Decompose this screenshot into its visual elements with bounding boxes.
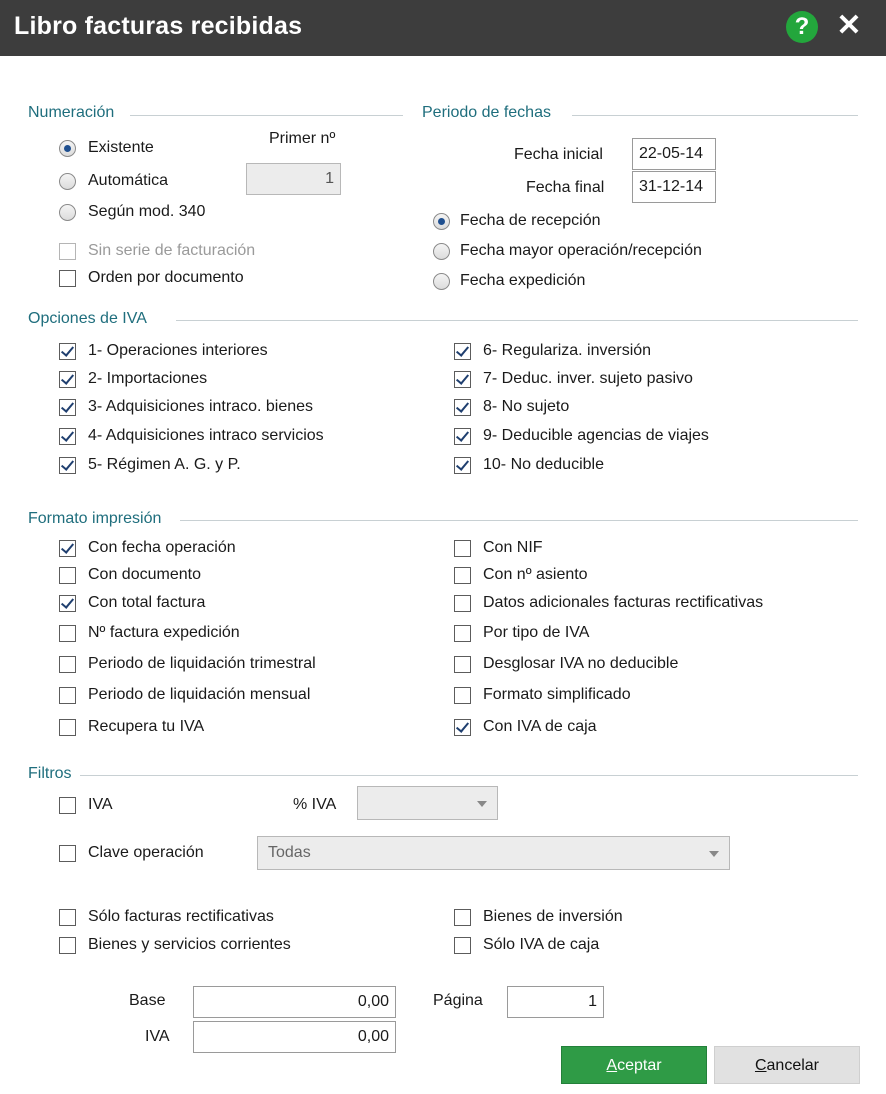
- radio-fecha-mayor[interactable]: [433, 243, 450, 260]
- bienes-inversion-checkbox[interactable]: [454, 909, 471, 926]
- formato-label-fecha-operacion: Con fecha operación: [88, 539, 236, 556]
- clave-operacion-checkbox[interactable]: [59, 845, 76, 862]
- formato-check-datos-adicionales[interactable]: [454, 595, 471, 612]
- formato-label-recupera: Recupera tu IVA: [88, 718, 205, 735]
- window-title: Libro facturas recibidas: [14, 12, 303, 40]
- iva-check-9[interactable]: [454, 428, 471, 445]
- radio-automatica-label: Automática: [88, 172, 169, 189]
- numeracion-heading: Numeración: [28, 104, 115, 121]
- formato-check-iva-caja[interactable]: [454, 719, 471, 736]
- chevron-down-icon: [709, 851, 719, 857]
- bienes-inversion-label: Bienes de inversión: [483, 908, 623, 925]
- iva-check-6[interactable]: [454, 343, 471, 360]
- radio-existente[interactable]: [59, 140, 76, 157]
- formato-label-nif: Con NIF: [483, 539, 543, 556]
- radio-fecha-expedicion-label: Fecha expedición: [460, 272, 586, 289]
- iva-total-label: IVA: [145, 1028, 170, 1045]
- iva-label-7: 7- Deduc. inver. sujeto pasivo: [483, 370, 693, 387]
- iva-heading: Opciones de IVA: [28, 310, 147, 327]
- formato-divider: [180, 520, 858, 521]
- radio-fecha-recepcion[interactable]: [433, 213, 450, 230]
- base-label: Base: [129, 992, 166, 1009]
- cancelar-label: ancelar: [766, 1057, 820, 1074]
- radio-existente-label: Existente: [88, 139, 154, 156]
- formato-check-asiento[interactable]: [454, 567, 471, 584]
- pct-iva-select[interactable]: [357, 786, 498, 820]
- aceptar-label: ceptar: [617, 1057, 662, 1074]
- formato-check-tipo-iva[interactable]: [454, 625, 471, 642]
- filtro-iva-checkbox[interactable]: [59, 797, 76, 814]
- aceptar-button[interactable]: [561, 1046, 707, 1084]
- fecha-final-input[interactable]: 31-12-14: [632, 171, 716, 203]
- primer-numero-input[interactable]: 1: [246, 163, 341, 195]
- formato-check-recupera[interactable]: [59, 719, 76, 736]
- iva-check-5[interactable]: [59, 457, 76, 474]
- formato-check-desglosar[interactable]: [454, 656, 471, 673]
- fecha-inicial-input[interactable]: 22-05-14: [632, 138, 716, 170]
- iva-check-4[interactable]: [59, 428, 76, 445]
- iva-label-9: 9- Deducible agencias de viajes: [483, 427, 709, 444]
- pagina-input[interactable]: 1: [507, 986, 604, 1018]
- formato-label-mensual: Periodo de liquidación mensual: [88, 686, 311, 703]
- radio-segun-340[interactable]: [59, 204, 76, 221]
- clave-operacion-label: Clave operación: [88, 844, 204, 861]
- title-bar: [0, 0, 886, 56]
- radio-fecha-recepcion-label: Fecha de recepción: [460, 212, 601, 229]
- iva-label-8: 8- No sujeto: [483, 398, 570, 415]
- iva-check-2[interactable]: [59, 371, 76, 388]
- formato-heading: Formato impresión: [28, 510, 162, 527]
- solo-iva-caja-label: Sólo IVA de caja: [483, 936, 600, 953]
- clave-operacion-value: Todas: [268, 844, 311, 861]
- filtros-divider: [80, 775, 858, 776]
- close-icon[interactable]: ✕: [836, 9, 862, 42]
- aceptar-mnemonic: A: [606, 1057, 618, 1074]
- radio-fecha-expedicion[interactable]: [433, 273, 450, 290]
- iva-label-4: 4- Adquisiciones intraco servicios: [88, 427, 324, 444]
- iva-check-3[interactable]: [59, 399, 76, 416]
- formato-label-desglosar: Desglosar IVA no deducible: [483, 655, 679, 672]
- iva-check-8[interactable]: [454, 399, 471, 416]
- bienes-servicios-label: Bienes y servicios corrientes: [88, 936, 291, 953]
- sin-serie-label: Sin serie de facturación: [88, 242, 256, 259]
- numeracion-divider: [130, 115, 403, 116]
- pagina-label: Página: [433, 992, 483, 1009]
- formato-check-factura-expedicion[interactable]: [59, 625, 76, 642]
- iva-check-10[interactable]: [454, 457, 471, 474]
- formato-label-tipo-iva: Por tipo de IVA: [483, 624, 590, 641]
- periodo-divider: [572, 115, 858, 116]
- filtros-heading: Filtros: [28, 765, 72, 782]
- formato-check-nif[interactable]: [454, 540, 471, 557]
- solo-iva-caja-checkbox[interactable]: [454, 937, 471, 954]
- formato-check-fecha-operacion[interactable]: [59, 540, 76, 557]
- formato-check-mensual[interactable]: [59, 687, 76, 704]
- iva-label-10: 10- No deducible: [483, 456, 604, 473]
- pct-iva-label: % IVA: [293, 796, 337, 813]
- solo-rectificativas-checkbox[interactable]: [59, 909, 76, 926]
- base-input[interactable]: 0,00: [193, 986, 396, 1018]
- primer-numero-label: Primer nº: [269, 130, 336, 147]
- iva-check-7[interactable]: [454, 371, 471, 388]
- formato-check-trimestral[interactable]: [59, 656, 76, 673]
- periodo-heading: Periodo de fechas: [422, 104, 551, 121]
- iva-divider: [176, 320, 858, 321]
- iva-total-input[interactable]: 0,00: [193, 1021, 396, 1053]
- chevron-down-icon: [477, 801, 487, 807]
- radio-automatica[interactable]: [59, 173, 76, 190]
- formato-label-factura-expedicion: Nº factura expedición: [88, 624, 240, 641]
- bienes-servicios-checkbox[interactable]: [59, 937, 76, 954]
- formato-label-iva-caja: Con IVA de caja: [483, 718, 597, 735]
- iva-label-2: 2- Importaciones: [88, 370, 208, 387]
- formato-label-trimestral: Periodo de liquidación trimestral: [88, 655, 316, 672]
- clave-operacion-select[interactable]: [257, 836, 730, 870]
- sin-serie-checkbox[interactable]: [59, 243, 76, 260]
- fecha-inicial-label: Fecha inicial: [514, 146, 603, 163]
- formato-check-simplificado[interactable]: [454, 687, 471, 704]
- cancelar-button[interactable]: [714, 1046, 860, 1084]
- cancelar-mnemonic: C: [754, 1057, 767, 1074]
- fecha-final-label: Fecha final: [526, 179, 605, 196]
- help-icon[interactable]: ?: [786, 11, 818, 43]
- solo-rectificativas-label: Sólo facturas rectificativas: [88, 908, 274, 925]
- formato-check-total-factura[interactable]: [59, 595, 76, 612]
- iva-check-1[interactable]: [59, 343, 76, 360]
- iva-label-3: 3- Adquisiciones intraco. bienes: [88, 398, 314, 415]
- orden-documento-checkbox[interactable]: [59, 270, 76, 287]
- radio-fecha-mayor-label: Fecha mayor operación/recepción: [460, 242, 702, 259]
- formato-label-simplificado: Formato simplificado: [483, 686, 631, 703]
- formato-label-documento: Con documento: [88, 566, 201, 583]
- iva-label-6: 6- Regulariza. inversión: [483, 342, 652, 359]
- formato-label-datos-adicionales: Datos adicionales facturas rectificativas: [483, 594, 764, 611]
- radio-segun-340-label: Según mod. 340: [88, 203, 206, 220]
- formato-check-documento[interactable]: [59, 567, 76, 584]
- iva-label-5: 5- Régimen A. G. y P.: [88, 456, 241, 473]
- iva-label-1: 1- Operaciones interiores: [88, 342, 268, 359]
- formato-label-asiento: Con nº asiento: [483, 566, 588, 583]
- filtro-iva-label: IVA: [88, 796, 113, 813]
- formato-label-total-factura: Con total factura: [88, 594, 206, 611]
- orden-documento-label: Orden por documento: [88, 269, 244, 286]
